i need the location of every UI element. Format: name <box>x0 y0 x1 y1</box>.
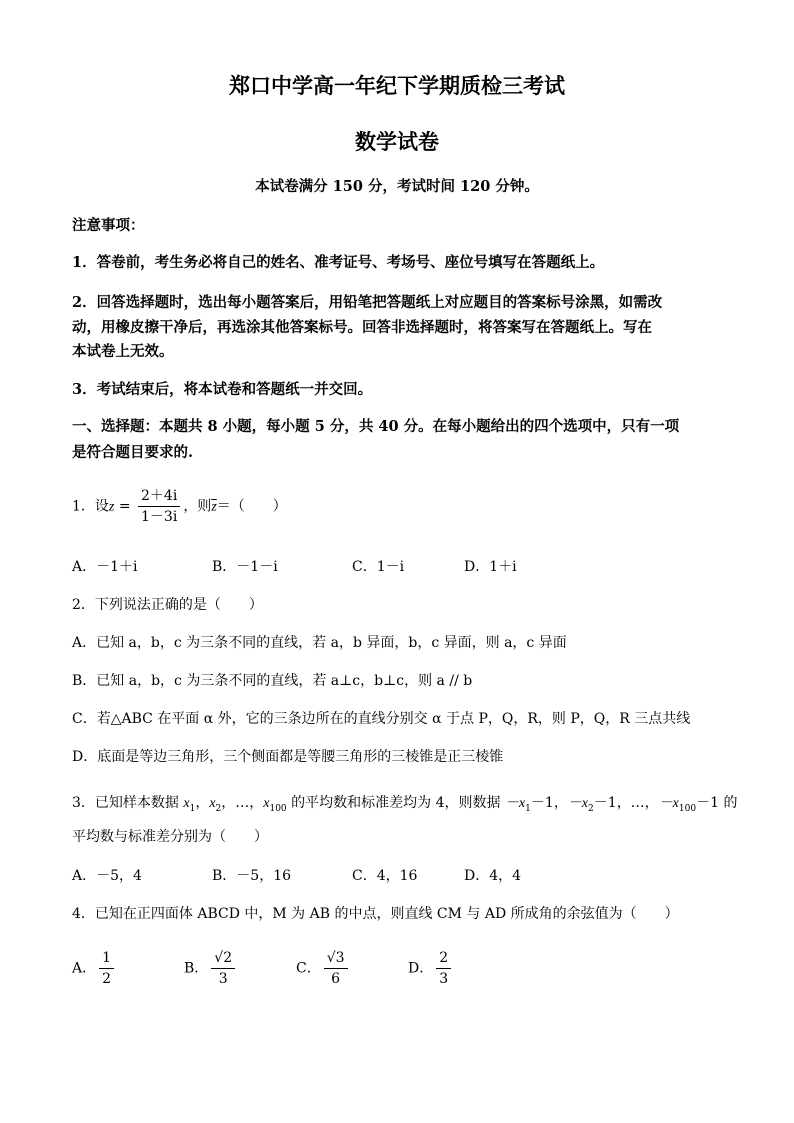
q1-z-conjugate: $\overline{z}$ <box>211 499 217 515</box>
q3-x1: x <box>183 796 190 811</box>
note-2-line-3: 本试卷上无效。 <box>72 343 174 360</box>
exam-subtitle: 数学试卷 <box>355 129 439 154</box>
q3-option-c: C．4，16 <box>352 868 418 884</box>
q4-c-num: √3 <box>324 948 348 969</box>
q1-mid: ，则 <box>183 498 212 515</box>
q4-b-num: √2 <box>211 948 235 969</box>
q4-a-num: 1 <box>99 948 114 969</box>
q3-m3: －1 <box>696 795 720 811</box>
q4-option-a <box>72 948 117 989</box>
q4-option-d-fraction <box>436 948 451 989</box>
q3-d3: －x <box>658 796 679 811</box>
q1-option-d: D．1＋i <box>464 559 517 575</box>
q3-option-a: A．－5，4 <box>72 868 142 884</box>
q3-option-d: D．4，4 <box>464 868 522 884</box>
q4-option-b <box>184 948 238 989</box>
q4-option-a-fraction <box>99 948 114 989</box>
q1-fraction-num: 2＋4i <box>138 486 180 507</box>
q3-d2-sub: 2 <box>588 803 594 814</box>
note-1: 1．答卷前，考生务必将自己的姓名、准考证号、考场号、座位号填写在答题纸上。 <box>72 254 605 271</box>
question-3-stem: 3．已知样本数据 $x_1$，$x_2$，…，$x_{100}$ 的平均数和标准差均为 4，则数据 $-x_1-1$，$-x_2-1$，…，$-x_{100}-1$ 的 <box>72 795 738 814</box>
q3-dots: ，…， <box>221 795 264 811</box>
q1-z: z <box>108 499 115 515</box>
q4-d-num: 2 <box>436 948 451 969</box>
note-3: 3．考试结束后，将本试卷和答题纸一并交回。 <box>72 381 373 398</box>
question-3-stem-line-2: 平均数与标准差分别为（ ） <box>72 829 268 845</box>
q4-c-den: 6 <box>331 971 341 987</box>
q2-option-b: B．已知 a，b，c 为三条不同的直线，若 a⊥c，b⊥c，则 a // b <box>72 673 473 689</box>
section-heading-line-1: 一、选择题：本题共 8 小题，每小题 5 分，共 40 分。在每小题给出的四个选项中，只有一项 <box>72 418 680 435</box>
q3-m1: －1 <box>530 795 554 811</box>
exam-title: 郑口中学高一年纪下学期质检三考试 <box>229 73 565 98</box>
q4-option-c-label: C． <box>296 960 321 977</box>
q4-option-d-label: D． <box>408 960 434 977</box>
q3-part2: 的平均数和标准差均为 4，则数据 <box>286 795 505 811</box>
q3-x100-sub: 100 <box>269 803 287 814</box>
notes-heading: 注意事项： <box>72 217 145 234</box>
q4-a-den: 2 <box>102 971 112 987</box>
q4-option-b-fraction <box>211 948 235 989</box>
q3-x100: x <box>263 796 270 811</box>
q2-option-a: A．已知 a，b，c 为三条不同的直线，若 a，b 异面，b，c 异面，则 a，c 异面 <box>72 635 567 651</box>
note-2-line-1: 2．回答选择题时，选出每小题答案后，用铅笔把答题纸上对应题目的答案标号涂黑，如需改 <box>72 294 663 311</box>
q3-x2-sub: 2 <box>215 803 222 814</box>
q1-option-a: A．－1＋i <box>72 559 138 575</box>
question-2-stem: 2．下列说法正确的是（ ） <box>72 597 263 613</box>
note-2-line-2: 动，用橡皮擦干净后，再选涂其他答案标号。回答非选择题时，将答案写在答题纸上。写在 <box>72 319 652 336</box>
q3-x1-sub: 1 <box>189 803 196 814</box>
section-heading-line-2: 是符合题目要求的. <box>72 444 194 461</box>
q3-part3: 的 <box>719 795 738 811</box>
q1-fraction <box>138 486 180 527</box>
q4-option-a-label: A． <box>72 960 97 977</box>
q4-option-c-fraction <box>324 948 348 989</box>
exam-info: 本试卷满分 150 分，考试时间 120 分钟。 <box>255 178 539 195</box>
question-1-stem <box>72 486 287 527</box>
q3-dots-2: ，…， <box>616 795 659 811</box>
q1-fraction-den: 1－3i <box>141 509 178 525</box>
q4-option-b-label: B． <box>184 960 209 977</box>
q4-d-den: 3 <box>439 971 449 987</box>
q3-x2: x <box>209 796 216 811</box>
q1-option-b: B．－1－i <box>212 559 278 575</box>
q1-option-c: C．1－i <box>352 559 405 575</box>
q2-option-d: D．底面是等边三角形，三个侧面都是等腰三角形的三棱锥是正三棱锥 <box>72 749 504 765</box>
q3-d1-sub: 1 <box>525 803 531 814</box>
question-4-stem: 4．已知在正四面体 ABCD 中，M 为 AB 的中点，则直线 CM 与 AD 所成角的余弦值为（ ） <box>72 906 679 922</box>
q1-eq: = <box>114 498 136 515</box>
q3-d3-sub: 100 <box>678 803 697 814</box>
q4-b-den: 3 <box>218 971 228 987</box>
q4-option-d <box>408 948 454 989</box>
q1-tail: ＝（ ） <box>216 498 287 515</box>
q3-option-b: B．－5，16 <box>212 868 292 884</box>
q1-prefix: 1．设 <box>72 498 109 515</box>
q4-option-c <box>296 948 351 989</box>
q3-d2: －x <box>567 796 589 811</box>
q3-part1: 3．已知样本数据 <box>72 795 184 811</box>
q3-d1: －x <box>504 796 526 811</box>
q2-option-c: C．若△ABC 在平面 α 外，它的三条边所在的直线分别交 α 于点 P，Q，R，则 P，Q，R 三点共线 <box>72 711 691 727</box>
q3-m2: －1 <box>593 795 617 811</box>
